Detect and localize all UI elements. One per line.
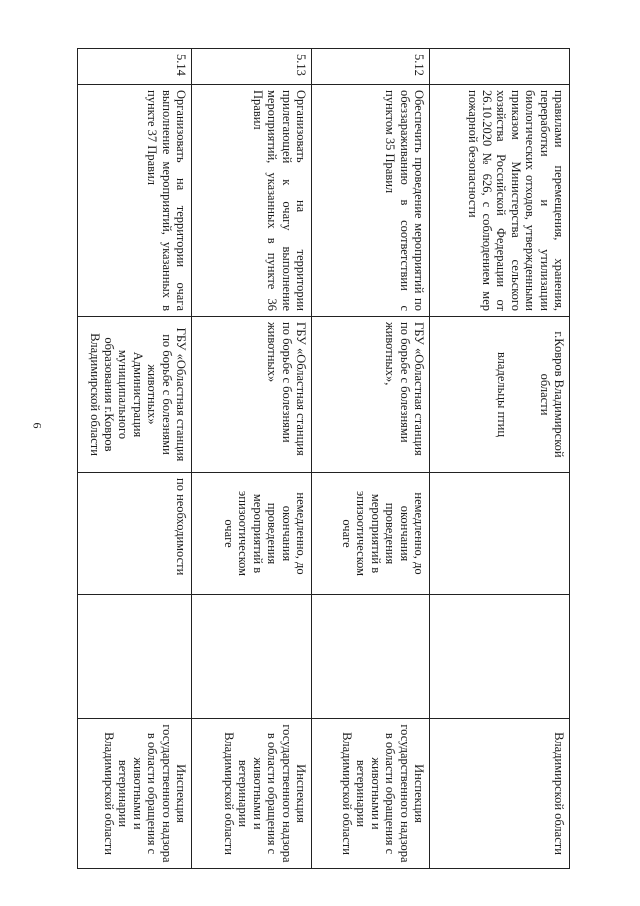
measures-table [77, 48, 570, 869]
measure-cell: правилами перемещения, хранения, переработки и утилизации биологических отходов, утвержденными приказом Министерства сельского хозяйства Российской Федерации от 26.10.2020 № 626, с соблюдением мер пожарной безопасности [430, 85, 570, 317]
empty-cell [192, 595, 312, 719]
deadline-cell: немедленно, до окончания проведения мероприятий в эпизоотическом очаге [312, 473, 430, 595]
empty-cell [78, 595, 192, 719]
row-number-cell: 5.13 [192, 49, 312, 85]
empty-cell [312, 595, 430, 719]
row-number-cell: 5.14 [78, 49, 192, 85]
row-number-cell: 5.12 [312, 49, 430, 85]
row-number-cell [430, 49, 570, 85]
executors-cell: ГБУ «Областная станция по борьбе с болезнями животных», [312, 317, 430, 473]
measure-cell: Организовать на территории прилегающей к очагу выполнение мероприятий, указанных в пункте 36 Правил [192, 85, 312, 317]
executors-cell: ГБУ «Областная станция по борьбе с болезнями животных» [192, 317, 312, 473]
executors-cell: ГБУ «Областная станция по борьбе с болезнями животных» Администрация муниципального образования г.Ковров Владимирской области [78, 317, 192, 473]
executors-cell [430, 317, 570, 473]
deadline-cell: по необходимости [78, 473, 192, 595]
measure-cell: Организовать на территории очага выполнение мероприятий, указанных в пункте 37 Правил [78, 85, 192, 317]
control-cell: Инспекция государственного надзора в области обращения с животными и ветеринарии Владимирской области [312, 719, 430, 869]
empty-cell [430, 595, 570, 719]
control-cell: Инспекция государственного надзора в области обращения с животными и ветеринарии Владимирской области [192, 719, 312, 869]
landscape-sheet [78, 48, 570, 868]
table-row [192, 49, 312, 869]
rotated-table-wrapper [78, 48, 570, 868]
control-cell: Инспекция государственного надзора в области обращения с животными и ветеринарии Владимирской области [78, 719, 192, 869]
page-number: 6 [30, 422, 45, 429]
deadline-cell: немедленно, до окончания проведения мероприятий в эпизоотическом очаге [192, 473, 312, 595]
executors-text: г.Ковров Владимирской области [537, 331, 566, 458]
table-row [430, 49, 570, 869]
measure-cell: Обеспечить проведение мероприятий по обеззараживанию в соответствии с пунктом 35 Правил [312, 85, 430, 317]
control-cell: Владимирской области [430, 719, 570, 869]
executors-extra-text: владельцы птиц [495, 351, 510, 438]
deadline-cell [430, 473, 570, 595]
table-row [78, 49, 192, 869]
table-row [312, 49, 430, 869]
